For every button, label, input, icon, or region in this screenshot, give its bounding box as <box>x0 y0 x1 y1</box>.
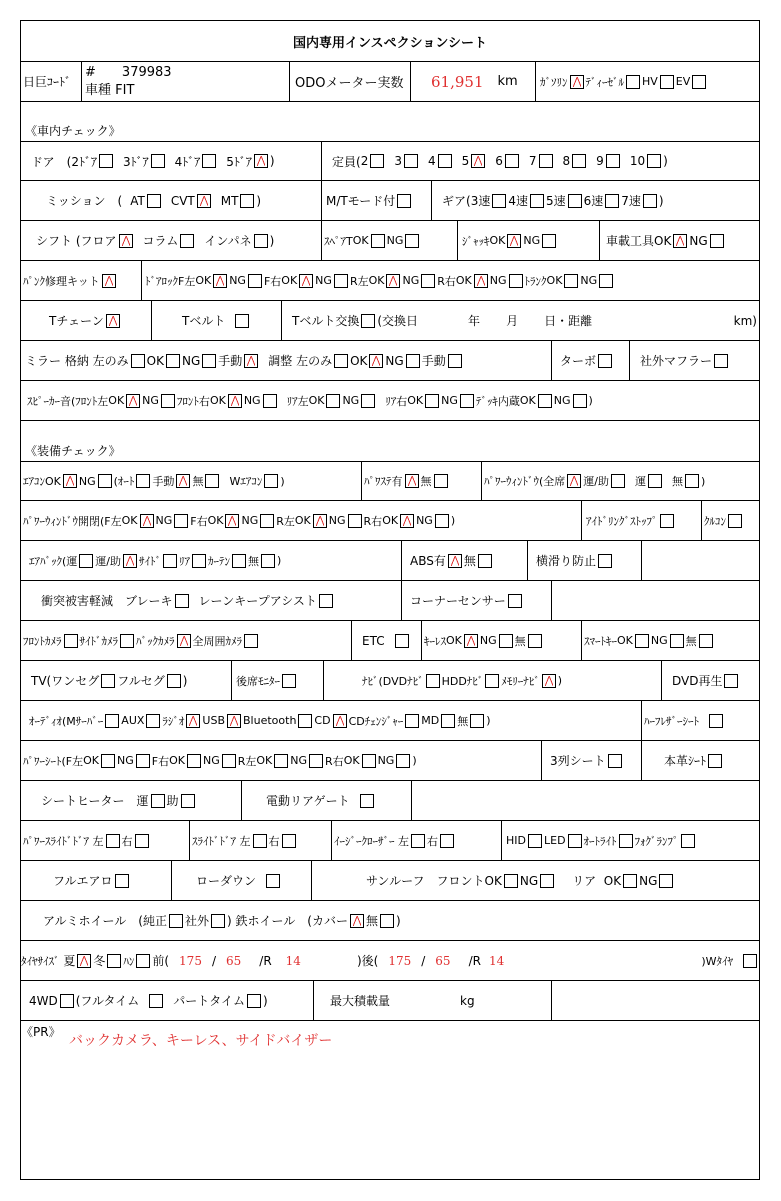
4wd-parttime-checkbox[interactable] <box>247 994 261 1008</box>
audio-aux-checkbox[interactable] <box>146 714 160 728</box>
half-leather-checkbox[interactable] <box>709 714 723 728</box>
pseat-rr-ng-checkbox[interactable] <box>396 754 410 768</box>
led-checkbox[interactable] <box>568 834 582 848</box>
tire-summer-checkbox[interactable] <box>77 954 91 968</box>
audio-label: ｵｰﾃﾞｨｵ(Mｻｰﾊﾞｰ <box>29 714 104 728</box>
pw-fr-ok-checkbox[interactable] <box>225 514 239 528</box>
sunroof-rear-ok-checkbox[interactable] <box>623 874 637 888</box>
power-window-none-checkbox[interactable] <box>685 474 699 488</box>
airbag-label: ｴｱﾊﾞｯｸ( <box>29 554 67 568</box>
hid-label: HID <box>506 834 526 847</box>
aero-row: フルエアロ ローダウン サンルーフ フロント OK NG リア OK NG <box>21 861 759 901</box>
easy-closer-left-checkbox[interactable] <box>411 834 425 848</box>
hid-checkbox[interactable] <box>528 834 542 848</box>
4wd-checkbox[interactable] <box>60 994 74 1008</box>
puncture-kit-checkbox[interactable] <box>102 274 116 288</box>
doorlock-rr-ok-checkbox[interactable] <box>474 274 488 288</box>
speaker-rr-ng-checkbox[interactable] <box>460 394 474 408</box>
fuel-ev-label: EV <box>675 75 691 88</box>
mission-row: ミッション ( AT CVT MT ) M/Tモード付 ギア( 3速 4速 5速 6速 7速 ) <box>21 181 759 221</box>
turbo-label: ターボ <box>560 354 597 368</box>
tchain-label: Tチェーン <box>49 314 104 328</box>
slide-door-left-checkbox[interactable] <box>253 834 267 848</box>
power-window-label: ﾊﾟﾜｰｳｨﾝﾄﾞｳ(全席 <box>484 475 566 488</box>
capacity-group: 定員( 2 3 4 5 6 7 8 9 10 ) <box>321 142 759 180</box>
tire-size-label: ﾀｲﾔｻｲｽﾞ <box>21 954 60 968</box>
pr-text: バックカメラ、キーレス、サイドバイザー <box>69 1033 333 1049</box>
power-seat-label: ﾊﾟﾜｰｼｰﾄ(F左 <box>23 754 84 768</box>
seat-heater-label: シートヒーター 運 <box>41 794 149 808</box>
w-tire-checkbox[interactable] <box>743 954 757 968</box>
airbag-curtain-checkbox[interactable] <box>232 554 246 568</box>
cruise-control-checkbox[interactable] <box>728 514 742 528</box>
speaker-fr-ok-checkbox[interactable] <box>228 394 242 408</box>
keyless-ng-checkbox[interactable] <box>499 634 513 648</box>
cruise-control-label: ｸﾙｺﾝ <box>704 514 726 528</box>
spare-ng-checkbox[interactable] <box>405 234 419 248</box>
capacity-8-checkbox[interactable] <box>572 154 586 168</box>
pw-rr-ng-checkbox[interactable] <box>435 514 449 528</box>
pseat-fl-ng-checkbox[interactable] <box>136 754 150 768</box>
smart-key-ok-checkbox[interactable] <box>635 634 649 648</box>
seat-heater-row: シートヒーター 運 助 電動リアゲート <box>21 781 759 821</box>
model-label: 車種 <box>85 82 112 98</box>
keyless-ok-checkbox[interactable] <box>464 634 478 648</box>
jack-ng-checkbox[interactable] <box>542 234 556 248</box>
capacity-5-checkbox[interactable] <box>471 154 485 168</box>
wheel-row: アルミホイール (純正 社外 ) 鉄ホイール (カバー 無 ) <box>21 901 759 941</box>
pseat-fr-ng-checkbox[interactable] <box>222 754 236 768</box>
shift-floor-checkbox[interactable] <box>119 234 133 248</box>
navi-memory-checkbox[interactable] <box>542 674 556 688</box>
pseat-fr-ok-checkbox[interactable] <box>187 754 201 768</box>
muffler-checkbox[interactable] <box>714 354 728 368</box>
door-row: ドア (2ﾄﾞｱ 3ﾄﾞｱ 4ﾄﾞｱ 5ﾄﾞｱ ) 定員( 2 3 4 5 6 7 8 9 10 ) <box>21 141 759 181</box>
gear-3-checkbox[interactable] <box>492 194 506 208</box>
shift-row: シフト ( フロア コラム インパネ ) ｽﾍﾟｱT OK NG ｼﾞｬｯｷ OK NG 車載工具 OK NG <box>21 221 759 261</box>
led-label: LED <box>544 834 566 847</box>
power-steering-none-checkbox[interactable] <box>434 474 448 488</box>
slide-door-right-checkbox[interactable] <box>282 834 296 848</box>
gear-group: ギア( 3速 4速 5速 6速 7速 ) <box>431 181 759 220</box>
fuel-hv-label: HV <box>642 75 658 88</box>
pr-label: 《PR》 <box>21 1025 61 1039</box>
w-aircon-checkbox[interactable] <box>264 474 278 488</box>
doorlock-fr-ng-checkbox[interactable] <box>334 274 348 288</box>
speaker-label: ｽﾋﾟｰｶｰ音( <box>27 394 76 408</box>
pw-rl-ng-checkbox[interactable] <box>348 514 362 528</box>
door-label: ドア (2ﾄﾞｱ <box>31 154 97 169</box>
aircon-label: ｴｱｺﾝ <box>23 475 45 488</box>
fog-lamp-checkbox[interactable] <box>681 834 695 848</box>
tv-oneseg-label: TV(ワンセグ <box>31 674 100 688</box>
side-camera-label: ｻｲﾄﾞｶﾒﾗ <box>79 634 118 648</box>
doorlock-group: ﾄﾞｱﾛｯｸ F左 OK NG F右 OK NG R左 OK NG R右 OK NG ﾄﾗﾝｸ OK NG <box>141 261 759 300</box>
spare-tire-label: ｽﾍﾟｱT <box>324 234 353 248</box>
mt-mode-checkbox[interactable] <box>397 194 411 208</box>
aircon-auto-checkbox[interactable] <box>136 474 150 488</box>
tools-ng-checkbox[interactable] <box>710 234 724 248</box>
mirror-fold-label: ミラー 格納 左のみ <box>25 354 129 368</box>
timing-row: Tチェーン Tベルト Tベルト交換 ( 交換日 年 月 日・距離 km) <box>21 301 759 341</box>
tbelt-checkbox[interactable] <box>235 314 249 328</box>
idling-stop-label: ｱｲﾄﾞﾘﾝｸﾞｽﾄｯﾌﾟ <box>586 514 658 528</box>
capacity-7-checkbox[interactable] <box>539 154 553 168</box>
capacity-6-checkbox[interactable] <box>505 154 519 168</box>
back-camera-label: ﾊﾞｯｸｶﾒﾗ <box>136 634 175 648</box>
fuel-diesel-checkbox[interactable] <box>626 75 640 89</box>
muffler-label: 社外マフラー <box>640 354 713 368</box>
collision-row <box>21 581 759 621</box>
aircon-none-checkbox[interactable] <box>205 474 219 488</box>
tools-label: 車載工具 <box>606 234 655 248</box>
idling-stop-checkbox[interactable] <box>660 514 674 528</box>
tbelt-label: Tベルト <box>182 314 226 328</box>
airbag-side-checkbox[interactable] <box>163 554 177 568</box>
sunroof-front-ng-checkbox[interactable] <box>540 874 554 888</box>
power-window-open-row: ﾊﾟﾜｰｳｨﾝﾄﾞｳ開閉(F左 OK NG F右 OK NG R左 OK NG R右 OK NG ) ｱｲﾄﾞﾘﾝｸﾞｽﾄｯﾌﾟ ｸﾙｺﾝ <box>21 501 759 541</box>
pseat-fl-ok-checkbox[interactable] <box>101 754 115 768</box>
seat-heater-passenger-checkbox[interactable] <box>181 794 195 808</box>
etc-checkbox[interactable] <box>395 634 409 648</box>
audio-row: ｵｰﾃﾞｨｵ(Mｻｰﾊﾞｰ AUX ﾗｼﾞｵ USB Bluetooth CD CDﾁｪﾝｼﾞｬｰ MD 無 ) ﾊｰﾌﾚｻﾞｰｼｰﾄ <box>21 701 759 741</box>
doorlock-fl-ng-checkbox[interactable] <box>248 274 262 288</box>
alloy-wheel-label: アルミホイール (純正 <box>43 914 167 928</box>
power-window-driver-passenger-checkbox[interactable] <box>611 474 625 488</box>
aircon-row: ｴｱｺﾝ OK NG (ｵｰﾄ 手動 無 Wｴｱｺﾝ ) ﾊﾟﾜｽﾃ 有 無 ﾊﾟﾜｰｳｨﾝﾄﾞｳ(全席 運/助 運 無 ) <box>21 461 759 501</box>
shift-label: シフト ( <box>36 234 81 248</box>
speaker-deck-ok-checkbox[interactable] <box>538 394 552 408</box>
speaker-rl-ok-checkbox[interactable] <box>326 394 340 408</box>
speaker-fl-ok-checkbox[interactable] <box>126 394 140 408</box>
tchain-checkbox[interactable] <box>106 314 120 328</box>
door-5-checkbox[interactable] <box>254 154 268 168</box>
skid-prevention-label: 横滑り防止 <box>536 554 597 568</box>
doorlock-fr-ok-checkbox[interactable] <box>299 274 313 288</box>
lowdown-checkbox[interactable] <box>266 874 280 888</box>
tire-allseason-checkbox[interactable] <box>136 954 150 968</box>
power-slide-right-checkbox[interactable] <box>135 834 149 848</box>
rear-monitor-checkbox[interactable] <box>282 674 296 688</box>
pseat-rl-ok-checkbox[interactable] <box>274 754 288 768</box>
leather-seat-label: 本革ｼｰﾄ <box>664 754 707 768</box>
tbelt-change-label: Tベルト交換 <box>292 314 360 328</box>
w-tire-label: )Wﾀｲﾔ <box>701 954 733 968</box>
nikko-code-label: 日巨ｺｰﾄﾞ <box>23 75 72 89</box>
capacity-10-checkbox[interactable] <box>647 154 661 168</box>
mission-label: ミッション ( <box>46 194 123 208</box>
airbag-row: ｴｱﾊﾞｯｸ( 運 運/助 ｻｲﾄﾞ ﾘｱ ｶｰﾃﾝ 無 ) ABS 有 無 横滑り防止 <box>21 541 759 581</box>
seat-heater-driver-checkbox[interactable] <box>151 794 165 808</box>
corner-sensor-label: コーナーセンサー <box>410 594 506 608</box>
power-window-driver-checkbox[interactable] <box>648 474 662 488</box>
speaker-deck-ng-checkbox[interactable] <box>573 394 587 408</box>
airbag-rear-checkbox[interactable] <box>192 554 206 568</box>
fuel-group <box>535 62 759 101</box>
front-tire-aspect: 65 <box>226 953 242 968</box>
change-date-label: 交換日 <box>382 314 419 328</box>
front-tire-width: 175 <box>179 953 202 968</box>
dvd-playback-checkbox[interactable] <box>724 674 738 688</box>
tv-fullseg-checkbox[interactable] <box>167 674 181 688</box>
power-slide-door-label: ﾊﾟﾜｰｽﾗｲﾄﾞﾄﾞｱ 左 <box>23 834 104 848</box>
steel-wheel-cover-checkbox[interactable] <box>350 914 364 928</box>
tbelt-change-checkbox[interactable] <box>361 314 375 328</box>
capacity-9-checkbox[interactable] <box>606 154 620 168</box>
collision-brake-label: 衝突被害軽減 ブレーキ <box>41 594 173 608</box>
navi-label: ﾅﾋﾞ(DVDﾅﾋﾞ <box>362 674 424 688</box>
lowdown-label: ローダウン <box>196 874 257 888</box>
doorlock-rl-ok-checkbox[interactable] <box>386 274 400 288</box>
steel-wheel-label: 鉄ホイール (カバー <box>235 914 348 928</box>
fuel-gasoline-label: ｶﾞｿﾘﾝ <box>540 75 568 89</box>
all-around-camera-checkbox[interactable] <box>244 634 258 648</box>
lane-keep-checkbox[interactable] <box>319 594 333 608</box>
door-3-label: 3ﾄﾞｱ <box>122 154 149 169</box>
camera-row: ﾌﾛﾝﾄｶﾒﾗ ｻｲﾄﾞｶﾒﾗ ﾊﾞｯｸｶﾒﾗ 全周囲ｶﾒﾗ ETC ｷｰﾚｽ OK NG 無 ｽﾏｰﾄｷｰ OK NG 無 <box>21 621 759 661</box>
mission-cvt-checkbox[interactable] <box>197 194 211 208</box>
easy-closer-label: ｲｰｼﾞｰｸﾛｰｻﾞｰ 左 <box>334 834 409 848</box>
spare-ok-checkbox[interactable] <box>371 234 385 248</box>
slide-door-row: ﾊﾟﾜｰｽﾗｲﾄﾞﾄﾞｱ 左 右 ｽﾗｲﾄﾞﾄﾞｱ 左 右 ｲｰｼﾞｰｸﾛｰｻﾞｰ 左 右 HID LED ｵｰﾄﾗｲﾄ ﾌｫｸﾞﾗﾝﾌﾟ <box>21 821 759 861</box>
capacity-2-checkbox[interactable] <box>370 154 384 168</box>
tire-winter-checkbox[interactable] <box>107 954 121 968</box>
smart-key-none-checkbox[interactable] <box>699 634 713 648</box>
back-camera-checkbox[interactable] <box>177 634 191 648</box>
audio-bluetooth-checkbox[interactable] <box>298 714 312 728</box>
power-tailgate-label: 電動リアゲート <box>266 794 350 808</box>
shift-column-checkbox[interactable] <box>180 234 194 248</box>
front-camera-checkbox[interactable] <box>64 634 78 648</box>
pr-section <box>21 1021 759 1179</box>
pw-rr-ok-checkbox[interactable] <box>400 514 414 528</box>
full-aero-checkbox[interactable] <box>115 874 129 888</box>
speaker-fl-ng-checkbox[interactable] <box>161 394 175 408</box>
etc-label: ETC <box>362 633 385 648</box>
keyless-label: ｷｰﾚｽ <box>424 634 446 648</box>
pseat-rr-ok-checkbox[interactable] <box>362 754 376 768</box>
pw-fl-ng-checkbox[interactable] <box>174 514 188 528</box>
puncture-kit-label: ﾊﾟﾝｸ修理キット <box>23 274 100 288</box>
power-tailgate-checkbox[interactable] <box>360 794 374 808</box>
skid-prevention-checkbox[interactable] <box>598 554 612 568</box>
collision-brake-checkbox[interactable] <box>175 594 189 608</box>
leather-seat-checkbox[interactable] <box>708 754 722 768</box>
front-camera-label: ﾌﾛﾝﾄｶﾒﾗ <box>23 634 62 648</box>
max-load-label: 最大積載量 <box>330 994 391 1008</box>
doorlock-trunk-ok-checkbox[interactable] <box>564 274 578 288</box>
capacity-3-checkbox[interactable] <box>404 154 418 168</box>
audio-mserver-checkbox[interactable] <box>105 714 119 728</box>
fuel-gasoline-checkbox[interactable] <box>570 75 584 89</box>
smart-key-label: ｽﾏｰﾄｷｰ <box>584 634 617 648</box>
audio-cd-checkbox[interactable] <box>333 714 347 728</box>
door-5-label: 5ﾄﾞｱ <box>226 154 252 169</box>
mirror-adjust-left-checkbox[interactable] <box>334 354 348 368</box>
mirror-fold-manual-checkbox[interactable] <box>244 354 258 368</box>
4wd-fulltime-checkbox[interactable] <box>149 994 163 1008</box>
interior-section-title: 《車内チェック》 <box>25 124 121 138</box>
steel-wheel-none-checkbox[interactable] <box>380 914 394 928</box>
audio-usb-checkbox[interactable] <box>227 714 241 728</box>
power-slide-left-checkbox[interactable] <box>106 834 120 848</box>
easy-closer-right-checkbox[interactable] <box>440 834 454 848</box>
smart-key-ng-checkbox[interactable] <box>670 634 684 648</box>
fuel-hv-checkbox[interactable] <box>660 75 674 89</box>
aircon-ng-checkbox[interactable] <box>98 474 112 488</box>
mt-mode-label: M/Tモード付 <box>326 194 396 208</box>
jack-ok-checkbox[interactable] <box>507 234 521 248</box>
rear-tire-rim: 14 <box>488 953 505 968</box>
doorlock-rr-ng-checkbox[interactable] <box>509 274 523 288</box>
mirror-adjust-ng-checkbox[interactable] <box>406 354 420 368</box>
navi-hdd-checkbox[interactable] <box>485 674 499 688</box>
hash-label: # <box>85 64 96 80</box>
aircon-ok-checkbox[interactable] <box>63 474 77 488</box>
rear-monitor-label: 後席ﾓﾆﾀｰ <box>236 674 280 688</box>
side-camera-checkbox[interactable] <box>120 634 134 648</box>
tv-navi-row: TV(ワンセグ フルセグ ) 後席ﾓﾆﾀｰ ﾅﾋﾞ(DVDﾅﾋﾞ HDDﾅﾋﾞ ﾒﾓﾘｰﾅﾋﾞ ) DVD再生 <box>21 661 759 701</box>
odo-label: ODOメーター実数 <box>289 62 410 101</box>
dvd-playback-label: DVD再生 <box>672 674 723 688</box>
pw-fr-ng-checkbox[interactable] <box>260 514 274 528</box>
tools-ok-checkbox[interactable] <box>673 234 687 248</box>
shift-inpane-checkbox[interactable] <box>254 234 268 248</box>
equipment-section-title: 《装備チェック》 <box>25 444 121 458</box>
mirror-adjust-label: 調整 左のみ <box>268 354 333 368</box>
mirror-row: ミラー 格納 左のみ OK NG 手動 調整 左のみ OK NG 手動 ターボ 社外マフラー <box>21 341 759 381</box>
navi-dvd-checkbox[interactable] <box>426 674 440 688</box>
pseat-rl-ng-checkbox[interactable] <box>309 754 323 768</box>
power-steering-yes-checkbox[interactable] <box>405 474 419 488</box>
keyless-none-checkbox[interactable] <box>528 634 542 648</box>
mirror-adjust-manual-checkbox[interactable] <box>448 354 462 368</box>
third-row-seat-label: 3列シート <box>550 754 606 768</box>
audio-none-checkbox[interactable] <box>470 714 484 728</box>
rear-tire-aspect: 65 <box>435 953 451 968</box>
airbag-driver-checkbox[interactable] <box>79 554 93 568</box>
audio-cd-changer-checkbox[interactable] <box>405 714 419 728</box>
power-window-all-checkbox[interactable] <box>567 474 581 488</box>
fuel-diesel-label: ﾃﾞｨｰｾﾞﾙ <box>585 75 624 89</box>
mirror-adjust-ok-checkbox[interactable] <box>369 354 383 368</box>
airbag-driver-passenger-checkbox[interactable] <box>123 554 137 568</box>
gear-4-checkbox[interactable] <box>530 194 544 208</box>
fog-lamp-label: ﾌｫｸﾞﾗﾝﾌﾟ <box>634 834 679 848</box>
abs-no-checkbox[interactable] <box>478 554 492 568</box>
lane-keep-label: レーンキープアシスト <box>198 594 317 608</box>
4wd-row: 4WD (フルタイム パートタイム ) 最大積載量 kg <box>21 981 759 1021</box>
half-leather-label: ﾊｰﾌﾚｻﾞｰｼｰﾄ <box>644 714 699 728</box>
pw-fl-ok-checkbox[interactable] <box>140 514 154 528</box>
inspection-sheet <box>20 20 760 1180</box>
odo-unit: km <box>497 74 518 89</box>
door-2-checkbox[interactable] <box>99 154 113 168</box>
abs-yes-checkbox[interactable] <box>448 554 462 568</box>
sunroof-rear-ng-checkbox[interactable] <box>659 874 673 888</box>
power-steering-label: ﾊﾟﾜｽﾃ <box>364 475 392 488</box>
speaker-row: ｽﾋﾟｰｶｰ音( ﾌﾛﾝﾄ左 OK NG ﾌﾛﾝﾄ右 OK NG ﾘｱ左 OK NG ﾘｱ右 OK NG ﾃﾞｯｷ内蔵 OK NG ) <box>21 381 759 421</box>
speaker-rl-ng-checkbox[interactable] <box>361 394 375 408</box>
slide-door-label: ｽﾗｲﾄﾞﾄﾞｱ 左 <box>192 834 251 848</box>
fuel-ev-checkbox[interactable] <box>692 75 706 89</box>
doorlock-rl-ng-checkbox[interactable] <box>421 274 435 288</box>
title-row <box>21 21 759 62</box>
pw-open-label: ﾊﾟﾜｰｳｨﾝﾄﾞｳ開閉(F左 <box>23 514 122 528</box>
doorlock-fl-ok-checkbox[interactable] <box>213 274 227 288</box>
puncture-row <box>21 261 759 301</box>
model-name: FIT <box>115 82 135 98</box>
full-aero-label: フルエアロ <box>53 874 113 888</box>
all-around-camera-label: 全周囲ｶﾒﾗ <box>192 634 242 648</box>
turbo-checkbox[interactable] <box>598 354 612 368</box>
rear-tire-width: 175 <box>388 953 412 968</box>
odo-value: 61,951 <box>431 72 484 91</box>
gear-5-checkbox[interactable] <box>568 194 582 208</box>
aircon-manual-checkbox[interactable] <box>176 474 190 488</box>
jack-label: ｼﾞｬｯｷ <box>462 234 490 248</box>
tv-oneseg-checkbox[interactable] <box>101 674 115 688</box>
vehicle-code: 379983 <box>121 64 172 80</box>
capacity-4-checkbox[interactable] <box>438 154 452 168</box>
speaker-fr-ng-checkbox[interactable] <box>263 394 277 408</box>
mirror-fold-left-checkbox[interactable] <box>131 354 145 368</box>
capacity-label: 定員( <box>332 154 361 169</box>
sheet-title: 国内専用インスペクションシート <box>292 35 488 51</box>
door-4-checkbox[interactable] <box>202 154 216 168</box>
door-3-checkbox[interactable] <box>151 154 165 168</box>
gear-7-checkbox[interactable] <box>643 194 657 208</box>
mission-at-checkbox[interactable] <box>147 194 161 208</box>
abs-label: ABS <box>410 553 434 568</box>
mirror-fold-ok-checkbox[interactable] <box>166 354 180 368</box>
gear-6-checkbox[interactable] <box>605 194 619 208</box>
front-tire-rim: 14 <box>285 953 301 968</box>
header-row <box>21 62 759 102</box>
auto-light-label: ｵｰﾄﾗｲﾄ <box>583 834 617 848</box>
sunroof-label: サンルーフ フロント <box>366 874 485 888</box>
gear-label: ギア( <box>442 194 471 208</box>
alloy-wheel-aftermarket-checkbox[interactable] <box>211 914 225 928</box>
4wd-label: 4WD <box>29 993 58 1008</box>
doorlock-label: ﾄﾞｱﾛｯｸ <box>145 274 178 288</box>
sunroof-front-ok-checkbox[interactable] <box>504 874 518 888</box>
alloy-wheel-genuine-checkbox[interactable] <box>169 914 183 928</box>
mirror-fold-ng-checkbox[interactable] <box>202 354 216 368</box>
audio-radio-checkbox[interactable] <box>186 714 200 728</box>
mission-mt-checkbox[interactable] <box>240 194 254 208</box>
tire-row: ﾀｲﾔｻｲｽﾞ 夏 冬 ﾊﾝ 前( 175 / 65 /R 14 )後( 175 / 65 /R 14 )Wﾀｲﾔ <box>21 941 759 981</box>
auto-light-checkbox[interactable] <box>619 834 633 848</box>
pw-rl-ok-checkbox[interactable] <box>313 514 327 528</box>
third-row-seat-checkbox[interactable] <box>608 754 622 768</box>
corner-sensor-checkbox[interactable] <box>508 594 522 608</box>
door-4-label: 4ﾄﾞｱ <box>174 154 201 169</box>
power-seat-row: ﾊﾟﾜｰｼｰﾄ(F左 OK NG F右 OK NG R左 OK NG R右 OK NG ) 3列シート 本革ｼｰﾄ <box>21 741 759 781</box>
speaker-rr-ok-checkbox[interactable] <box>425 394 439 408</box>
doorlock-trunk-ng-checkbox[interactable] <box>599 274 613 288</box>
audio-md-checkbox[interactable] <box>441 714 455 728</box>
airbag-none-checkbox[interactable] <box>261 554 275 568</box>
